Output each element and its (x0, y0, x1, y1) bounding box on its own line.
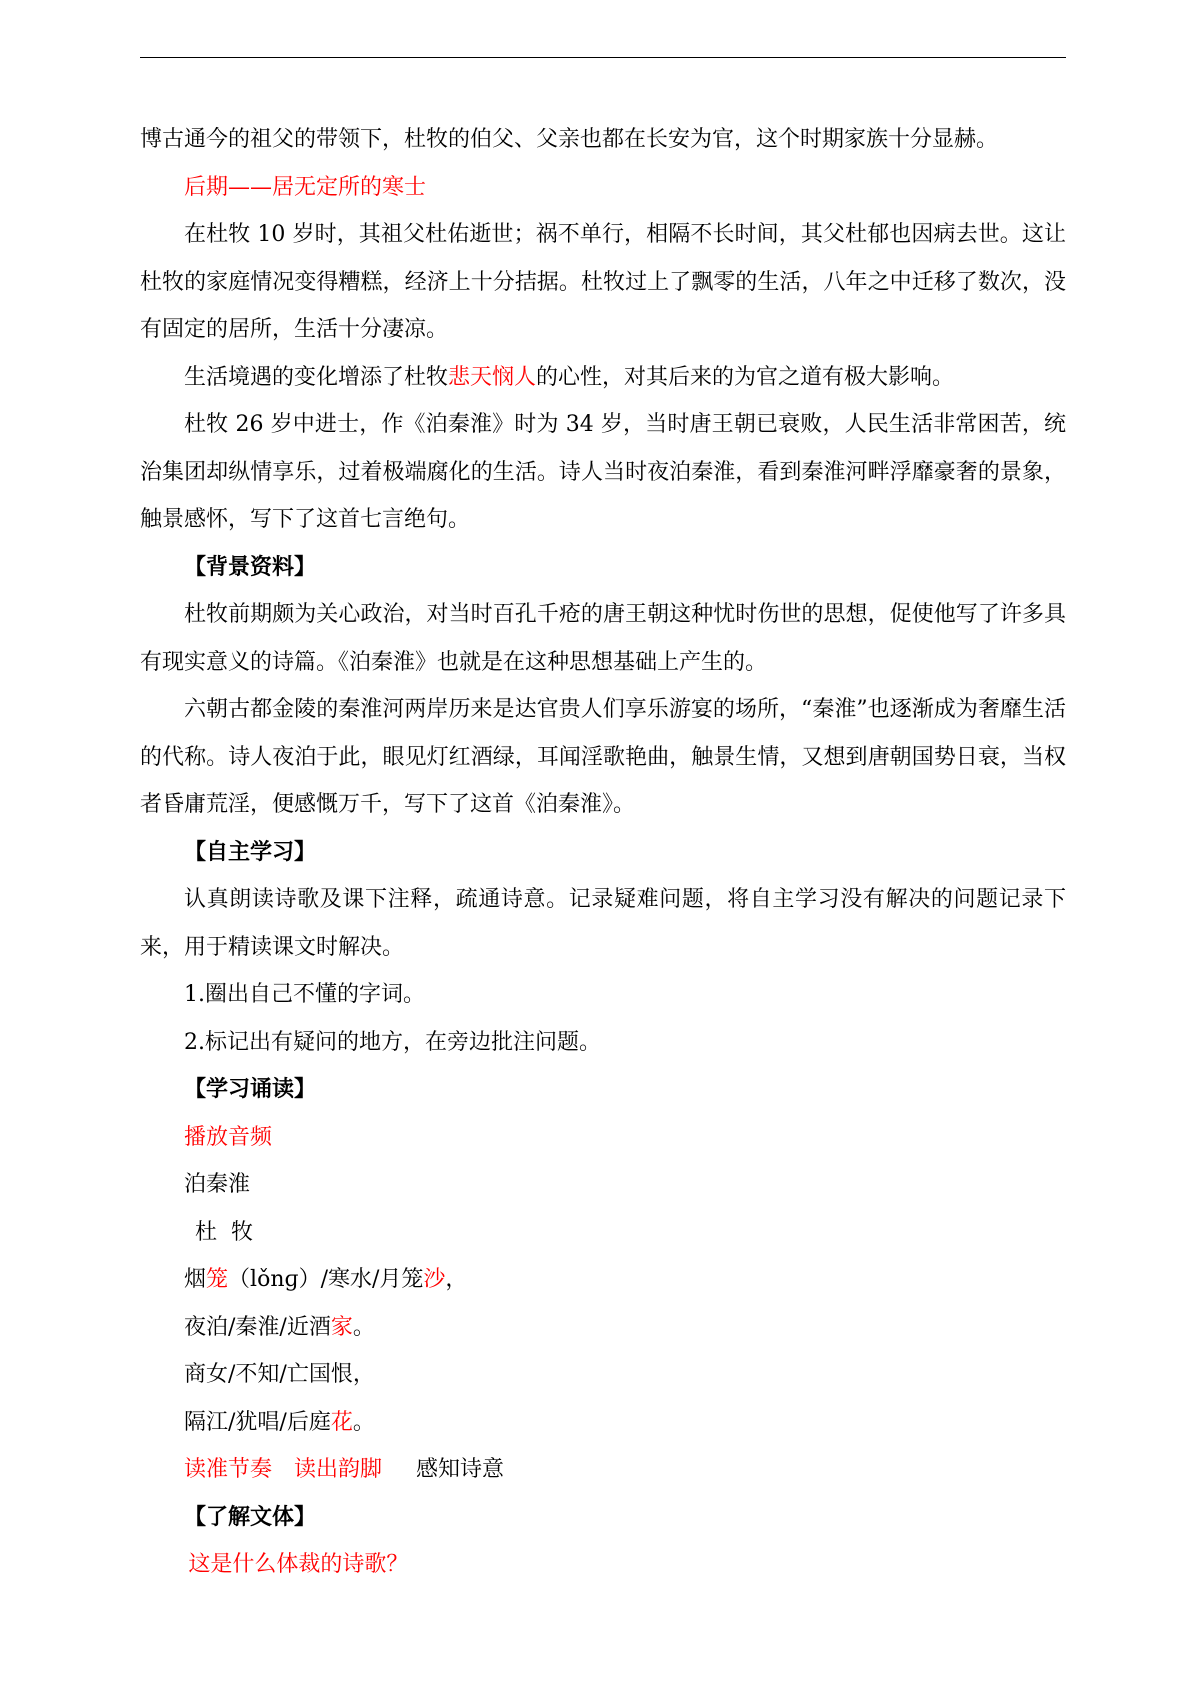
list-item-2: 2.标记出有疑问的地方，在旁边批注问题。 (184, 1029, 601, 1055)
paragraph-self-study: 认真朗读诗歌及课下注释，疏通诗意。记录疑难问题，将自主学习没有解决的问题记录下来，用于精读课文时解决。 (140, 887, 1066, 960)
poem-line-1 (140, 1256, 1066, 1304)
header-rule (140, 57, 1066, 58)
poem-title: 泊秦淮 (184, 1172, 251, 1197)
recite-heading: 【学习诵读】 (184, 1076, 317, 1102)
poem-line-1-part-a: 烟 (184, 1267, 207, 1292)
paragraph-politics: 杜牧前期颇为关心政治，对当时百孔千疮的唐王朝这种忧时伤世的思想，促使他写了许多具有现实意义的诗篇。《泊秦淮》也就是在这种思想基础上产生的。 (140, 602, 1066, 675)
genre-heading: 【了解文体】 (184, 1503, 317, 1530)
poem-line-2-part-a: 夜泊/秦淮/近酒 (184, 1314, 331, 1340)
late-period-heading: 后期——居无定所的寒士 (184, 174, 427, 200)
poem-line-4-rhyme-hua: 花 (330, 1409, 353, 1435)
genre-question: 这是什么体裁的诗歌？ (188, 1552, 409, 1577)
poem-line-3: 商女/不知/亡国恨， (184, 1362, 375, 1387)
poem-line-1-rhyme-sha: 沙 (423, 1267, 446, 1292)
list-item-1: 1.圈出自己不懂的字词。 (184, 982, 425, 1007)
reading-tips (140, 1446, 1066, 1494)
poem-line-4-punct: 。 (352, 1409, 375, 1435)
character-highlight: 悲天悯人 (448, 364, 537, 390)
character-text-after: 的心性，对其后来的为官之道有极大影响。 (536, 364, 955, 390)
tip-meaning: 感知诗意 (416, 1457, 505, 1482)
poem-line-4 (140, 1399, 1066, 1447)
paragraph-ancestry: 博古通今的祖父的带领下，杜牧的伯父、父亲也都在长安为官，这个时期家族十分显赫。 (140, 127, 999, 152)
paragraph-father-death: 在杜牧 10 岁时，其祖父杜佑逝世；祸不单行，相隔不长时间，其父杜郁也因病去世。这让杜牧的家庭情况变得糟糕，经济上十分拮据。杜牧过上了飘零的生活，八年之中迁移了数次，没有固定的居所，生活十分凄凉。 (140, 222, 1066, 342)
character-text-before: 生活境遇的变化增添了杜牧 (184, 364, 449, 390)
paragraph-qinhuai: 六朝古都金陵的秦淮河两岸历来是达官贵人们享乐游宴的场所，“秦淮”也逐渐成为奢靡生活的代称。诗人夜泊于此，眼见灯红酒绿，耳闻淫歌艳曲，触景生情，又想到唐朝国势日衰，当权者昏庸荒淫，便感慨万千，写下了这首《泊秦淮》。 (140, 697, 1066, 817)
document-body (140, 116, 1066, 1589)
self-study-heading: 【自主学习】 (184, 838, 317, 865)
tip-rhyme: 读出韵脚 (294, 1457, 383, 1482)
poem-line-2-rhyme-jia: 家 (330, 1314, 353, 1340)
play-audio-link[interactable]: 播放音频 (184, 1124, 273, 1150)
poem-line-1-highlight-long: 笼 (206, 1267, 229, 1292)
poem-line-1-punct: ， (445, 1267, 468, 1292)
paragraph-character (140, 354, 1066, 402)
poem-author: 杜 牧 (195, 1219, 253, 1245)
background-heading: 【背景资料】 (184, 553, 317, 580)
poem-line-4-part-a: 隔江/犹唱/后庭 (184, 1409, 331, 1435)
tip-rhythm: 读准节奏 (184, 1457, 273, 1482)
poem-line-2-punct: 。 (352, 1314, 375, 1340)
paragraph-writing-context: 杜牧 26 岁中进士，作《泊秦淮》时为 34 岁，当时唐王朝已衰败，人民生活非常困苦，统治集团却纵情享乐，过着极端腐化的生活。诗人当时夜泊秦淮，看到秦淮河畔浮靡豪奢的景象，触景感怀，写下了这首七言绝句。 (140, 412, 1066, 532)
poem-line-2 (140, 1304, 1066, 1352)
poem-line-1-part-c: （lǒnɡ）/寒水/月笼 (228, 1267, 424, 1292)
